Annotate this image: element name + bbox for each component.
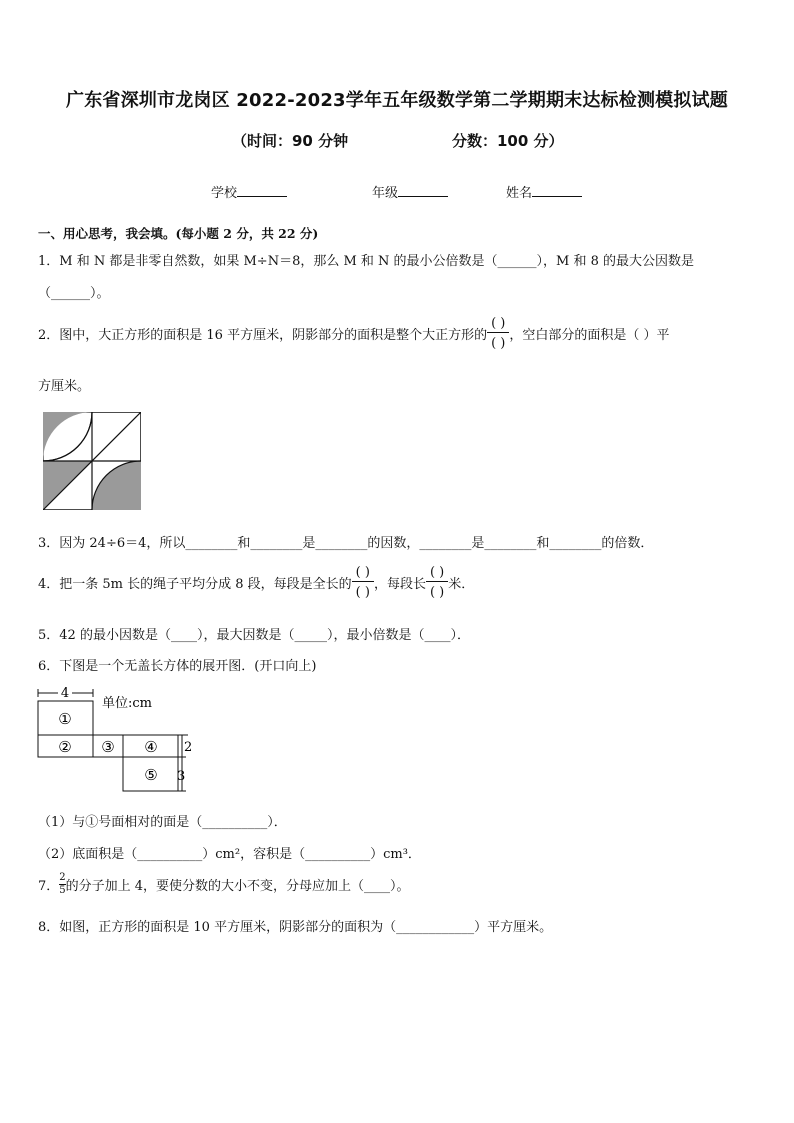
fraction-bar bbox=[487, 332, 509, 335]
unit-label: 单位:cm bbox=[102, 696, 152, 711]
question-2 bbox=[38, 316, 670, 351]
square-shaded-figure bbox=[43, 412, 141, 510]
question-7 bbox=[38, 873, 410, 896]
exam-time: （时间：90 分钟 bbox=[232, 132, 349, 150]
fraction-denominator: ( ) bbox=[355, 585, 370, 600]
question-4-text-c: 米． bbox=[448, 577, 475, 592]
question-7-number: 7． bbox=[38, 879, 60, 894]
dimension-top-label: 4 bbox=[60, 686, 70, 701]
question-4-fraction-2 bbox=[428, 565, 446, 600]
question-4-text-b: ，每段长 bbox=[373, 577, 426, 592]
face-1-label: ① bbox=[58, 710, 72, 728]
face-3-label: ③ bbox=[101, 738, 115, 756]
page-title: 广东省深圳市龙岗区 2022-2023学年五年级数学第二学期期末达标检测模拟试题 bbox=[66, 90, 728, 111]
question-2-text-a: 2．图中，大正方形的面积是 16 平方厘米，阴影部分的面积是整个大正方形的 bbox=[38, 328, 488, 343]
exam-score: 分数：100 分） bbox=[452, 132, 564, 150]
question-1-line1: 1．M 和 N 都是非零自然数，如果 M÷N＝8，那么 M 和 N 的最小公倍数是（______），M 和 8 的最大公因数是 bbox=[38, 254, 695, 269]
grade-label: 年级 bbox=[372, 186, 399, 201]
question-6: 6．下图是一个无盖长方体的展开图．(开口向上) bbox=[38, 659, 317, 674]
question-1-line2: （______）。 bbox=[38, 286, 110, 301]
question-2-fraction bbox=[489, 316, 507, 351]
fraction-bar bbox=[352, 581, 374, 584]
fraction-denominator: 5 bbox=[59, 885, 66, 896]
question-7-text: 的分子加上 4，要使分数的大小不变，分母应加上（____）。 bbox=[65, 879, 410, 894]
fraction-numerator: 2 bbox=[59, 872, 66, 883]
face-4-label: ④ bbox=[144, 738, 158, 756]
fraction-denominator: ( ) bbox=[429, 585, 445, 600]
school-blank bbox=[237, 184, 287, 197]
fraction-denominator: ( ) bbox=[491, 336, 506, 351]
dimension-right-1: 2 bbox=[184, 740, 193, 755]
fraction-bar bbox=[426, 581, 448, 584]
name-blank bbox=[532, 184, 582, 197]
school-field bbox=[211, 182, 287, 201]
question-5: 5．42 的最小因数是（____），最大因数是（_____），最小倍数是（____）． bbox=[38, 628, 470, 643]
question-6-sub-1: （1）与①号面相对的面是（__________）． bbox=[38, 815, 287, 830]
cuboid-net-figure bbox=[36, 686, 206, 800]
question-8: 8．如图，正方形的面积是 10 平方厘米，阴影部分的面积为（____________）平方厘米。 bbox=[38, 920, 553, 935]
question-3: 3．因为 24÷6＝4，所以________和________是________的因数，________是________和________的倍数． bbox=[38, 536, 654, 551]
grade-field bbox=[372, 182, 448, 201]
question-2-line2: 方厘米。 bbox=[38, 379, 91, 394]
question-2-text-b: ，空白部分的面积是（ ）平 bbox=[509, 328, 670, 343]
name-label: 姓名 bbox=[506, 186, 533, 201]
question-4 bbox=[38, 565, 474, 600]
school-label: 学校 bbox=[211, 186, 238, 201]
section-heading: 一、用心思考，我会填。(每小题 2 分，共 22 分) bbox=[38, 226, 319, 241]
face-5-label: ⑤ bbox=[144, 766, 158, 784]
fraction-numerator: ( ) bbox=[429, 565, 445, 580]
question-6-sub-2: （2）底面积是（__________）cm²，容积是（__________）cm³． bbox=[38, 847, 421, 862]
name-field bbox=[506, 182, 582, 201]
grade-blank bbox=[398, 184, 448, 197]
face-2-label: ② bbox=[58, 738, 72, 756]
fraction-numerator: ( ) bbox=[491, 316, 506, 331]
question-4-fraction-1 bbox=[354, 565, 372, 600]
fraction-numerator: ( ) bbox=[355, 565, 370, 580]
question-4-text-a: 4．把一条 5m 长的绳子平均分成 8 段，每段是全长的 bbox=[38, 577, 352, 592]
dimension-right-2: 3 bbox=[177, 769, 186, 784]
